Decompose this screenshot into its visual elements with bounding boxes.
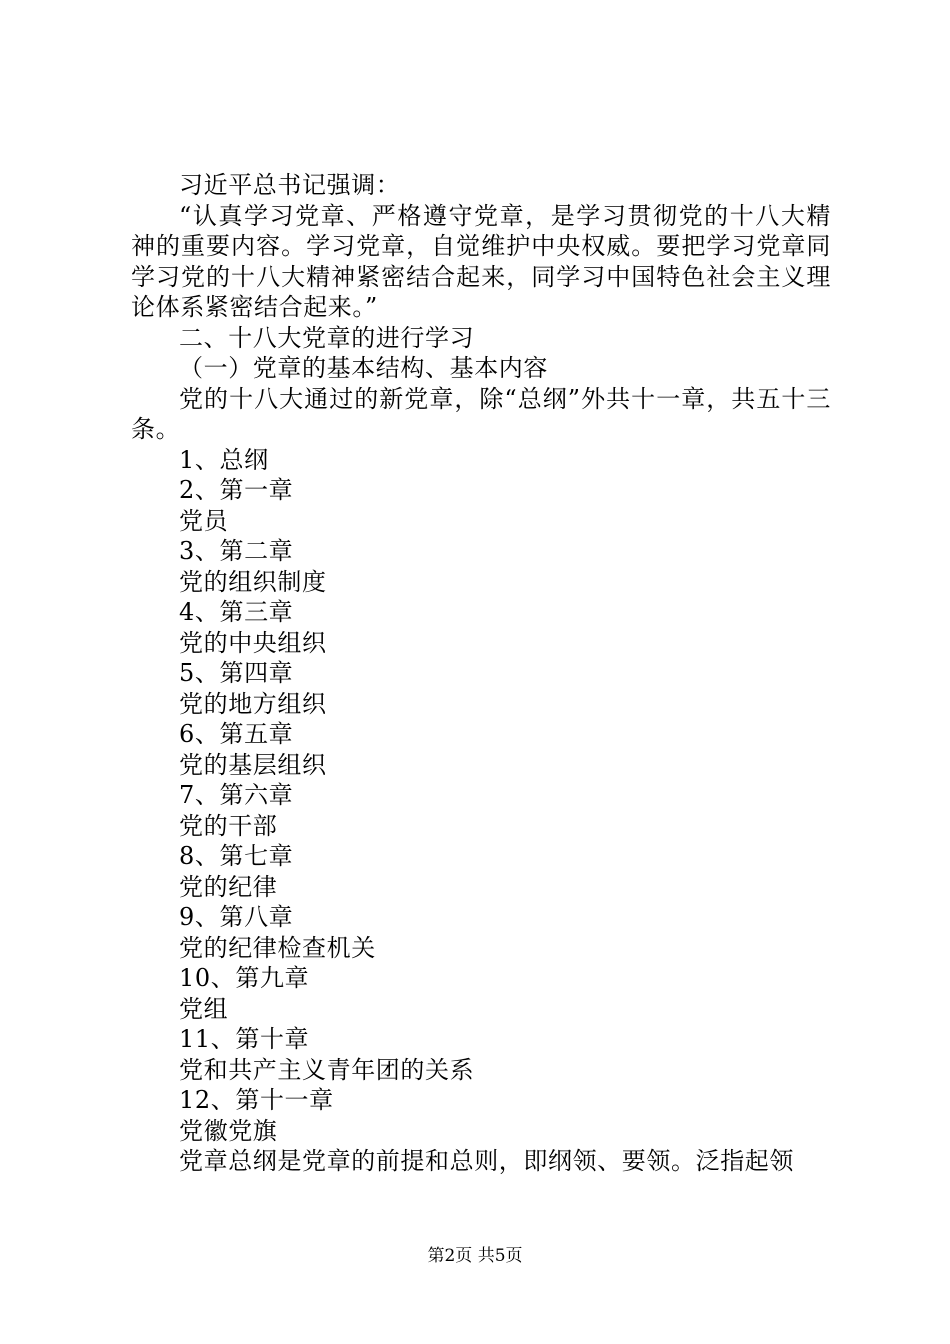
paragraph: 党的十八大通过的新党章，除“总纲”外共十一章，共五十三条。 <box>131 384 831 443</box>
subsection-heading: （一）党章的基本结构、基本内容 <box>179 354 548 382</box>
list-item: 11、第十章 <box>179 1025 310 1053</box>
list-item: 5、第四章 <box>179 659 294 687</box>
list-item: 4、第三章 <box>179 598 294 626</box>
list-item: 1、总纲 <box>179 445 269 474</box>
chapter-title: 党的纪律 <box>179 872 278 901</box>
list-item: 9、第八章 <box>179 903 294 931</box>
chapter-title: 党的组织制度 <box>179 567 327 596</box>
list-item: 12、第十一章 <box>179 1086 334 1114</box>
chapter-title: 党员 <box>179 506 229 535</box>
chapter-title: 党的基层组织 <box>179 750 327 779</box>
chapter-title: 党徽党旗 <box>179 1116 278 1145</box>
quote-paragraph: “认真学习党章、严格遵守党章，是学习贯彻党的十八大精神的重要内容。学习党章，自觉维护中央权威。要把学习党章同学习党的十八大精神紧密结合起来，同学习中国特色社会主义理论体系紧密结合起来。” <box>131 201 831 321</box>
list-item: 10、第九章 <box>179 964 310 992</box>
chapter-title: 党的纪律检查机关 <box>179 933 376 962</box>
chapter-title: 党和共产主义青年团的关系 <box>179 1055 475 1084</box>
page-footer <box>0 1246 950 1266</box>
paragraph: 习近平总书记强调： <box>179 171 401 199</box>
list-item: 2、第一章 <box>179 476 294 504</box>
chapter-title: 党的干部 <box>179 811 278 840</box>
chapter-title: 党的地方组织 <box>179 689 327 718</box>
paragraph: 党章总纲是党章的前提和总则，即纲领、要领。泛指起领 <box>179 1147 794 1175</box>
list-item: 3、第二章 <box>179 537 294 565</box>
list-item: 8、第七章 <box>179 842 294 870</box>
document-body <box>131 170 831 1177</box>
list-item: 6、第五章 <box>179 720 294 748</box>
list-item: 7、第六章 <box>179 781 294 809</box>
page-number: 第2页 共5页 <box>427 1246 523 1266</box>
section-heading: 二、十八大党章的进行学习 <box>179 323 475 352</box>
chapter-title: 党组 <box>179 994 229 1023</box>
chapter-title: 党的中央组织 <box>179 628 327 657</box>
